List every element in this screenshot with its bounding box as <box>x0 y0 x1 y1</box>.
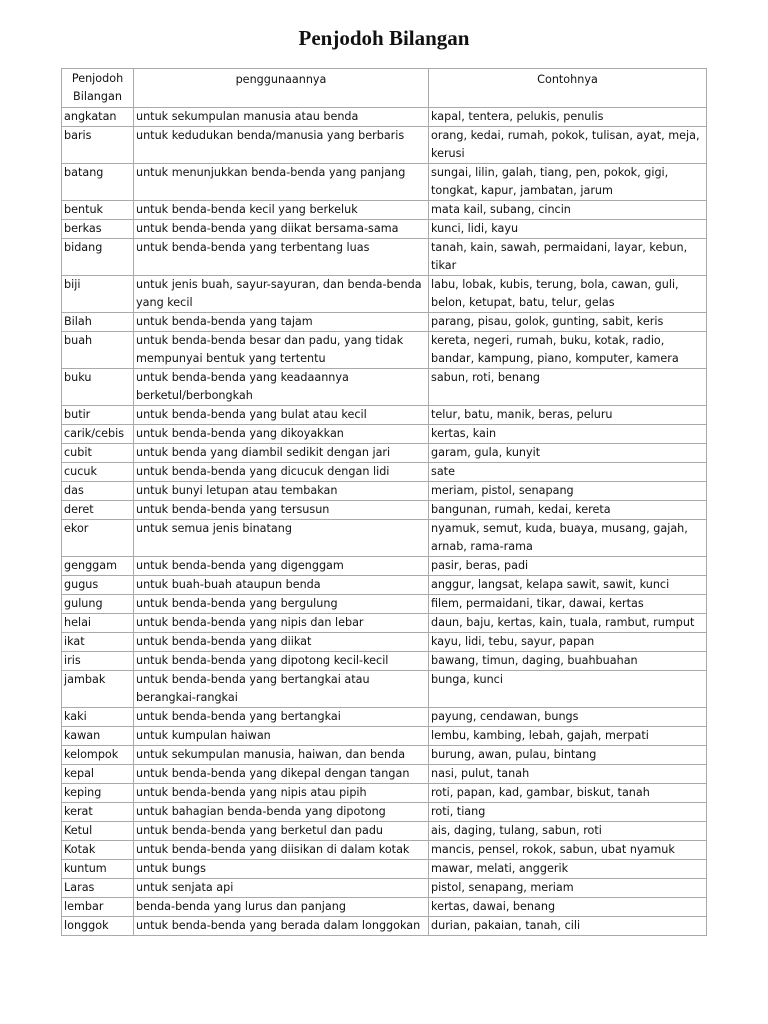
table-body <box>62 108 707 936</box>
table-row <box>62 784 707 803</box>
table-row <box>62 501 707 520</box>
cell-penjodoh: das <box>62 482 134 501</box>
table-row <box>62 444 707 463</box>
table-row <box>62 841 707 860</box>
cell-contoh: labu, lobak, kubis, terung, bola, cawan, guli, belon, ketupat, batu, telur, gelas <box>429 276 707 313</box>
cell-penggunaan: untuk senjata api <box>134 879 429 898</box>
cell-penjodoh: angkatan <box>62 108 134 127</box>
cell-penggunaan: untuk benda-benda yang dicucuk dengan lidi <box>134 463 429 482</box>
cell-penjodoh: cucuk <box>62 463 134 482</box>
cell-penjodoh: buku <box>62 369 134 406</box>
cell-penggunaan: untuk jenis buah, sayur-sayuran, dan benda-benda yang kecil <box>134 276 429 313</box>
cell-penjodoh: cubit <box>62 444 134 463</box>
cell-contoh: kapal, tentera, pelukis, penulis <box>429 108 707 127</box>
table-row <box>62 239 707 276</box>
cell-contoh: kunci, lidi, kayu <box>429 220 707 239</box>
table-row <box>62 276 707 313</box>
table-row <box>62 201 707 220</box>
cell-penggunaan: untuk sekumpulan manusia, haiwan, dan benda <box>134 746 429 765</box>
cell-penggunaan: untuk benda-benda yang digenggam <box>134 557 429 576</box>
cell-contoh: mata kail, subang, cincin <box>429 201 707 220</box>
header-contohnya: Contohnya <box>429 69 707 108</box>
cell-contoh: payung, cendawan, bungs <box>429 708 707 727</box>
cell-penjodoh: biji <box>62 276 134 313</box>
table-row <box>62 917 707 936</box>
cell-penjodoh: helai <box>62 614 134 633</box>
cell-penjodoh: jambak <box>62 671 134 708</box>
cell-penggunaan: untuk benda-benda besar dan padu, yang tidak mempunyai bentuk yang tertentu <box>134 332 429 369</box>
cell-penjodoh: ikat <box>62 633 134 652</box>
cell-contoh: mancis, pensel, rokok, sabun, ubat nyamuk <box>429 841 707 860</box>
cell-contoh: kertas, kain <box>429 425 707 444</box>
page-title: Penjodoh Bilangan <box>298 26 470 50</box>
cell-penggunaan: untuk benda-benda yang nipis atau pipih <box>134 784 429 803</box>
cell-penggunaan: untuk bungs <box>134 860 429 879</box>
cell-penjodoh: Laras <box>62 879 134 898</box>
cell-penjodoh: butir <box>62 406 134 425</box>
table-row <box>62 803 707 822</box>
table-row <box>62 822 707 841</box>
table-row <box>62 576 707 595</box>
cell-contoh: roti, papan, kad, gambar, biskut, tanah <box>429 784 707 803</box>
cell-contoh: kayu, lidi, tebu, sayur, papan <box>429 633 707 652</box>
cell-contoh: bawang, timun, daging, buahbuahan <box>429 652 707 671</box>
table-row <box>62 633 707 652</box>
table-row <box>62 898 707 917</box>
cell-penggunaan: untuk benda-benda yang nipis dan lebar <box>134 614 429 633</box>
cell-contoh: orang, kedai, rumah, pokok, tulisan, ayat, meja, kerusi <box>429 127 707 164</box>
cell-penggunaan: untuk benda-benda yang diikat <box>134 633 429 652</box>
cell-penggunaan: untuk benda-benda yang berada dalam longgokan <box>134 917 429 936</box>
cell-penggunaan: untuk benda-benda yang tajam <box>134 313 429 332</box>
cell-penjodoh: gugus <box>62 576 134 595</box>
cell-penjodoh: longgok <box>62 917 134 936</box>
cell-penggunaan: untuk benda-benda kecil yang berkeluk <box>134 201 429 220</box>
cell-penjodoh: Bilah <box>62 313 134 332</box>
cell-penggunaan: untuk kedudukan benda/manusia yang berbaris <box>134 127 429 164</box>
cell-contoh: meriam, pistol, senapang <box>429 482 707 501</box>
table-row <box>62 127 707 164</box>
cell-penjodoh: berkas <box>62 220 134 239</box>
cell-penjodoh: batang <box>62 164 134 201</box>
table-row <box>62 708 707 727</box>
cell-penggunaan: untuk benda-benda yang terbentang luas <box>134 239 429 276</box>
cell-penggunaan: untuk benda-benda yang bertangkai <box>134 708 429 727</box>
cell-contoh: parang, pisau, golok, gunting, sabit, keris <box>429 313 707 332</box>
table-row <box>62 652 707 671</box>
table-row <box>62 671 707 708</box>
cell-contoh: kereta, negeri, rumah, buku, kotak, radio, bandar, kampung, piano, komputer, kamera <box>429 332 707 369</box>
table-row <box>62 860 707 879</box>
cell-contoh: garam, gula, kunyit <box>429 444 707 463</box>
cell-penggunaan: untuk benda-benda yang bulat atau kecil <box>134 406 429 425</box>
table-row <box>62 463 707 482</box>
cell-contoh: kertas, dawai, benang <box>429 898 707 917</box>
cell-contoh: durian, pakaian, tanah, cili <box>429 917 707 936</box>
cell-contoh: roti, tiang <box>429 803 707 822</box>
cell-penjodoh: kaki <box>62 708 134 727</box>
cell-contoh: bangunan, rumah, kedai, kereta <box>429 501 707 520</box>
cell-contoh: ais, daging, tulang, sabun, roti <box>429 822 707 841</box>
cell-penjodoh: gulung <box>62 595 134 614</box>
header-penjodoh-bilangan: Penjodoh Bilangan <box>62 69 134 108</box>
cell-penjodoh: deret <box>62 501 134 520</box>
cell-penjodoh: kelompok <box>62 746 134 765</box>
cell-penjodoh: genggam <box>62 557 134 576</box>
cell-contoh: mawar, melati, anggerik <box>429 860 707 879</box>
table-row <box>62 879 707 898</box>
cell-penggunaan: untuk menunjukkan benda-benda yang panjang <box>134 164 429 201</box>
cell-penggunaan: benda-benda yang lurus dan panjang <box>134 898 429 917</box>
cell-penjodoh: bentuk <box>62 201 134 220</box>
cell-penjodoh: buah <box>62 332 134 369</box>
cell-contoh: sate <box>429 463 707 482</box>
header-penggunaannya: penggunaannya <box>134 69 429 108</box>
table-row <box>62 332 707 369</box>
cell-contoh: sungai, lilin, galah, tiang, pen, pokok, gigi, tongkat, kapur, jambatan, jarum <box>429 164 707 201</box>
table-row <box>62 614 707 633</box>
cell-penjodoh: kerat <box>62 803 134 822</box>
cell-penggunaan: untuk benda-benda yang bertangkai atau berangkai-rangkai <box>134 671 429 708</box>
cell-penggunaan: untuk benda-benda yang dikoyakkan <box>134 425 429 444</box>
penjodoh-table <box>61 68 707 936</box>
table-row <box>62 369 707 406</box>
cell-contoh: telur, batu, manik, beras, peluru <box>429 406 707 425</box>
cell-penjodoh: keping <box>62 784 134 803</box>
cell-penjodoh: iris <box>62 652 134 671</box>
table-row <box>62 765 707 784</box>
table-row <box>62 520 707 557</box>
cell-contoh: lembu, kambing, lebah, gajah, merpati <box>429 727 707 746</box>
table-row <box>62 482 707 501</box>
cell-penggunaan: untuk sekumpulan manusia atau benda <box>134 108 429 127</box>
cell-contoh: tanah, kain, sawah, permaidani, layar, kebun, tikar <box>429 239 707 276</box>
cell-penggunaan: untuk benda-benda yang diisikan di dalam kotak <box>134 841 429 860</box>
cell-penggunaan: untuk benda-benda yang keadaannya berketul/berbongkah <box>134 369 429 406</box>
cell-penjodoh: Kotak <box>62 841 134 860</box>
cell-penjodoh: kuntum <box>62 860 134 879</box>
cell-contoh: anggur, langsat, kelapa sawit, sawit, kunci <box>429 576 707 595</box>
cell-contoh: pasir, beras, padi <box>429 557 707 576</box>
cell-penggunaan: untuk benda-benda yang bergulung <box>134 595 429 614</box>
table-row <box>62 220 707 239</box>
cell-penggunaan: untuk kumpulan haiwan <box>134 727 429 746</box>
table-row <box>62 595 707 614</box>
cell-penjodoh: kepal <box>62 765 134 784</box>
cell-penggunaan: untuk bunyi letupan atau tembakan <box>134 482 429 501</box>
cell-contoh: filem, permaidani, tikar, dawai, kertas <box>429 595 707 614</box>
cell-contoh: bunga, kunci <box>429 671 707 708</box>
cell-penggunaan: untuk benda-benda yang dipotong kecil-kecil <box>134 652 429 671</box>
cell-penjodoh: bidang <box>62 239 134 276</box>
table-row <box>62 406 707 425</box>
cell-penjodoh: baris <box>62 127 134 164</box>
cell-penggunaan: untuk semua jenis binatang <box>134 520 429 557</box>
cell-penjodoh: ekor <box>62 520 134 557</box>
table-row <box>62 746 707 765</box>
cell-penjodoh: lembar <box>62 898 134 917</box>
cell-penjodoh: kawan <box>62 727 134 746</box>
cell-contoh: nasi, pulut, tanah <box>429 765 707 784</box>
table-row <box>62 108 707 127</box>
cell-penggunaan: untuk benda-benda yang dikepal dengan tangan <box>134 765 429 784</box>
table-row <box>62 425 707 444</box>
cell-penggunaan: untuk benda-benda yang diikat bersama-sama <box>134 220 429 239</box>
cell-penggunaan: untuk bahagian benda-benda yang dipotong <box>134 803 429 822</box>
cell-penjodoh: Ketul <box>62 822 134 841</box>
cell-penggunaan: untuk buah-buah ataupun benda <box>134 576 429 595</box>
table-header-row <box>62 69 707 108</box>
cell-penggunaan: untuk benda yang diambil sedikit dengan jari <box>134 444 429 463</box>
cell-contoh: sabun, roti, benang <box>429 369 707 406</box>
cell-penggunaan: untuk benda-benda yang berketul dan padu <box>134 822 429 841</box>
cell-contoh: pistol, senapang, meriam <box>429 879 707 898</box>
table-row <box>62 557 707 576</box>
cell-penjodoh: carik/cebis <box>62 425 134 444</box>
cell-contoh: daun, baju, kertas, kain, tuala, rambut, rumput <box>429 614 707 633</box>
cell-contoh: nyamuk, semut, kuda, buaya, musang, gajah, arnab, rama-rama <box>429 520 707 557</box>
table-row <box>62 313 707 332</box>
cell-penggunaan: untuk benda-benda yang tersusun <box>134 501 429 520</box>
table-row <box>62 164 707 201</box>
table-row <box>62 727 707 746</box>
cell-contoh: burung, awan, pulau, bintang <box>429 746 707 765</box>
